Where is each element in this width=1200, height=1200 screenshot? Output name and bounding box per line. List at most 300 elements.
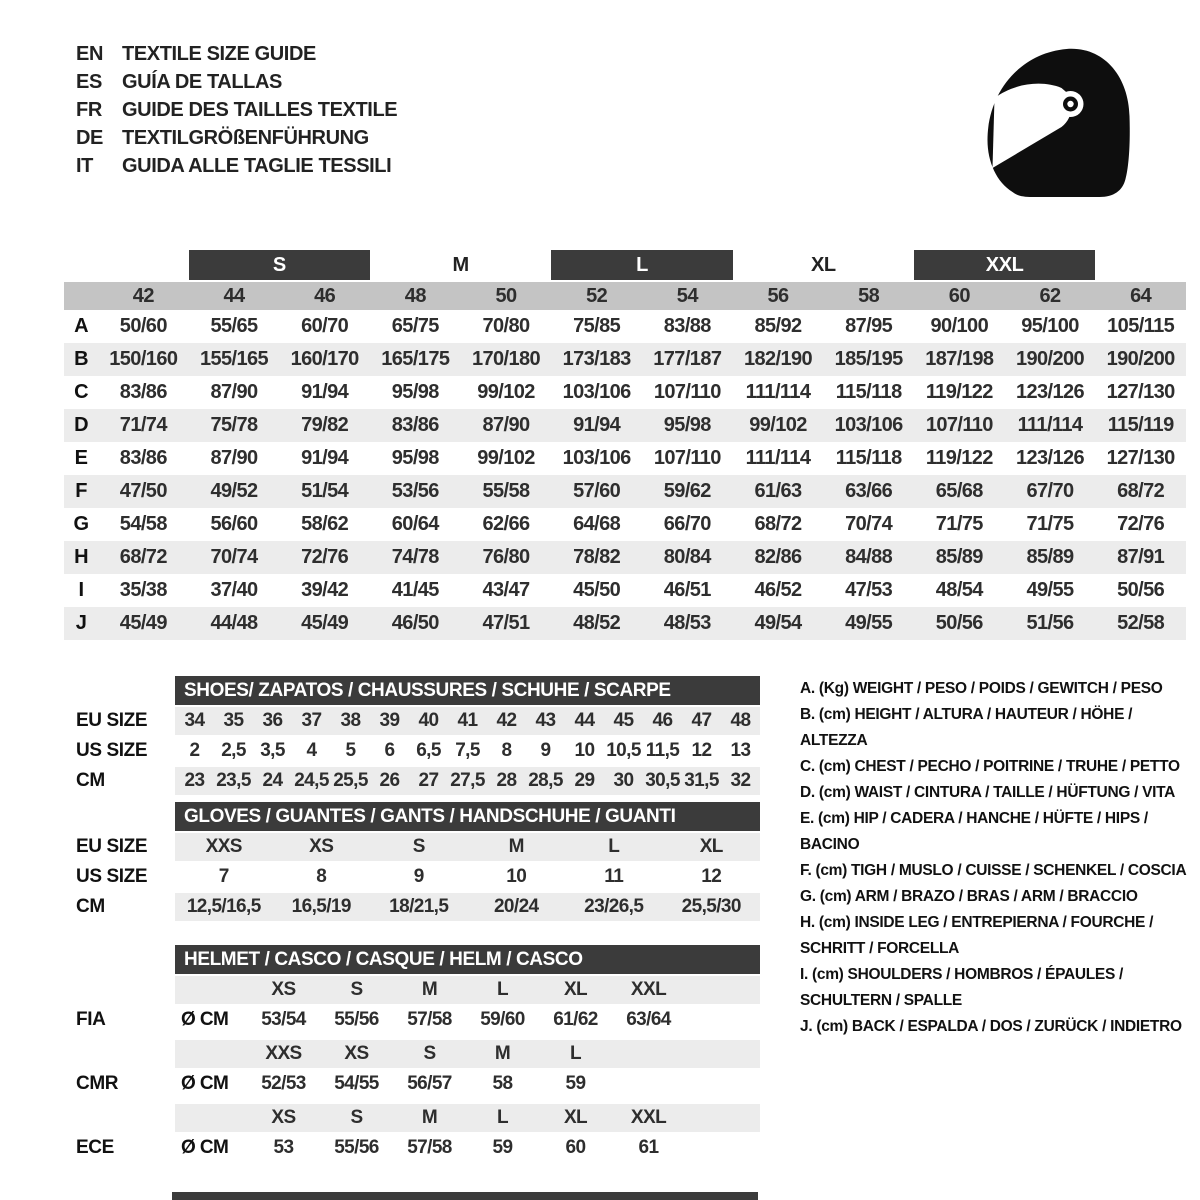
size-cell: 60/70 <box>301 315 349 337</box>
size-cell: 30 <box>613 770 634 791</box>
row-cells <box>175 1006 760 1034</box>
size-cell: 26 <box>379 770 400 791</box>
row-label: CM <box>76 896 105 917</box>
size-cell: 115/119 <box>1107 414 1174 436</box>
size-cell: 23/26,5 <box>584 896 644 917</box>
size-cell: 13 <box>730 740 751 761</box>
row-cells <box>175 833 760 861</box>
size-cell: 70/74 <box>845 513 893 535</box>
size-cell: M <box>421 1107 438 1128</box>
size-cell: 55/58 <box>482 480 530 502</box>
size-cell: 71/75 <box>1026 513 1074 535</box>
size-cell: 182/190 <box>743 348 813 370</box>
row-label: J <box>75 612 87 634</box>
size-cell: 58/62 <box>301 513 349 535</box>
size-cell: 87/91 <box>1117 546 1165 568</box>
size-cell: 68/72 <box>1117 480 1165 502</box>
shoes-table-body <box>76 707 760 795</box>
size-cell: 99/102 <box>477 447 535 469</box>
size-cell: 28 <box>496 770 517 791</box>
size-cell: 85/89 <box>1026 546 1074 568</box>
legend-item: C. (cm) CHEST / PECHO / POITRINE / TRUHE / PETTO <box>800 758 1180 775</box>
size-cell: 27,5 <box>450 770 485 791</box>
size-cell: 47/51 <box>482 612 530 634</box>
size-cell: 5 <box>345 740 356 761</box>
unit-label: Ø CM <box>181 1137 229 1158</box>
row-label: US SIZE <box>76 866 148 887</box>
row-label: EU SIZE <box>76 836 148 857</box>
size-cell: 49/52 <box>210 480 258 502</box>
language-title-block <box>76 40 397 180</box>
size-cell: XXS <box>265 1043 302 1064</box>
size-cell: 63/64 <box>626 1009 671 1030</box>
size-cell: 78/82 <box>573 546 621 568</box>
size-cell: XXL <box>630 1107 667 1128</box>
size-cell: 60/64 <box>391 513 439 535</box>
row-label: CMR <box>76 1073 119 1094</box>
size-cell: 49/55 <box>845 612 893 634</box>
size-cell: 53 <box>273 1137 294 1158</box>
size-cell: 34 <box>184 710 205 731</box>
size-cell: 57/58 <box>407 1009 452 1030</box>
row-label: ECE <box>76 1137 114 1158</box>
table-row <box>76 767 760 795</box>
size-cell: 48/54 <box>935 579 983 601</box>
shoes-table-title: SHOES/ ZAPATOS / CHAUSSURES / SCHUHE / SCARPE <box>175 676 760 705</box>
spacer <box>175 1040 247 1068</box>
size-cell: 87/90 <box>482 414 530 436</box>
size-cell: 54/55 <box>334 1073 379 1094</box>
table-row <box>76 1006 760 1034</box>
size-cell: 82/86 <box>754 546 802 568</box>
size-cell: 99/102 <box>749 414 807 436</box>
size-cell: 71/75 <box>935 513 983 535</box>
size-cell: 115/118 <box>835 381 902 403</box>
size-cell: 87/90 <box>210 447 258 469</box>
size-cell: 103/106 <box>562 381 631 403</box>
size-cell: 123/126 <box>1015 447 1085 469</box>
size-cell: 91/94 <box>301 447 349 469</box>
gloves-table <box>76 802 760 921</box>
size-cell: 103/106 <box>834 414 903 436</box>
size-cell: 66/70 <box>663 513 711 535</box>
size-cell: 49/54 <box>754 612 802 634</box>
size-cell: 173/183 <box>562 348 631 370</box>
size-cell <box>612 1040 685 1068</box>
size-cell: 85/92 <box>754 315 802 337</box>
size-cell: 67/70 <box>1026 480 1074 502</box>
size-cell: 127/130 <box>1106 447 1175 469</box>
language-code: DE <box>76 126 103 149</box>
size-cell: 185/195 <box>834 348 903 370</box>
size-cell: XS <box>271 979 296 1000</box>
size-cell: 170/180 <box>471 348 541 370</box>
size-cell: 54/58 <box>119 513 167 535</box>
size-cell: 8 <box>501 740 512 761</box>
size-group-s: S <box>189 250 370 280</box>
size-cell: 11,5 <box>645 740 680 761</box>
size-cell: 52/53 <box>261 1073 306 1094</box>
size-cell: 119/122 <box>925 381 993 403</box>
size-cell: 55/56 <box>334 1009 379 1030</box>
size-cell: 30,5 <box>645 770 680 791</box>
row-label: G <box>73 513 89 535</box>
spacer <box>685 1104 760 1132</box>
size-cell: 190/200 <box>1106 348 1175 370</box>
size-cell: 45/49 <box>301 612 349 634</box>
size-cell: 55/56 <box>334 1137 379 1158</box>
size-cell: 47 <box>691 710 712 731</box>
size-cell: 83/86 <box>119 447 167 469</box>
size-cell: 74/78 <box>391 546 439 568</box>
size-cell: 70/80 <box>482 315 530 337</box>
size-cell: 53/56 <box>391 480 439 502</box>
size-group-l: L <box>551 250 732 280</box>
size-cell: 10,5 <box>606 740 641 761</box>
size-cell: 85/89 <box>935 546 983 568</box>
size-cell: XL <box>563 1107 588 1128</box>
size-cell: 190/200 <box>1015 348 1085 370</box>
size-cell: XXL <box>630 979 667 1000</box>
size-cell: 60 <box>565 1137 586 1158</box>
row-label: CM <box>76 770 105 791</box>
spacer <box>685 976 760 1004</box>
size-cell: XS <box>271 1107 296 1128</box>
gloves-table-title: GLOVES / GUANTES / GANTS / HANDSCHUHE / GUANTI <box>175 802 760 831</box>
size-cell: 83/88 <box>663 315 711 337</box>
size-cell: 48/52 <box>573 612 621 634</box>
size-cell: 71/74 <box>119 414 167 436</box>
size-cell: 111/114 <box>745 447 811 469</box>
size-cell: 6,5 <box>416 740 441 761</box>
row-label <box>76 1040 175 1068</box>
language-row <box>76 124 397 152</box>
size-group-xl: XL <box>810 253 836 276</box>
spacer <box>685 1040 760 1068</box>
size-cell: 84/88 <box>845 546 893 568</box>
size-cell: XL <box>563 979 588 1000</box>
row-cells <box>175 767 760 795</box>
size-cell: 50/60 <box>119 315 167 337</box>
size-cell: 95/98 <box>663 414 711 436</box>
size-cell: 10 <box>506 866 527 887</box>
size-cell: 24 <box>262 770 283 791</box>
size-cell: 64/68 <box>573 513 621 535</box>
size-cell: 165/175 <box>381 348 450 370</box>
size-cell: 27 <box>418 770 439 791</box>
table-row <box>64 508 1186 541</box>
size-cell: M <box>421 979 438 1000</box>
row-label: C <box>74 381 88 403</box>
size-cell: 59 <box>492 1137 513 1158</box>
size-cell: 95/98 <box>391 381 439 403</box>
size-cell: 111/114 <box>745 381 811 403</box>
legend-item: E. (cm) HIP / CADERA / HANCHE / HÜFTE / HIPS / BACINO <box>800 810 1148 853</box>
row-label <box>76 976 175 1004</box>
size-cell: 20/24 <box>493 896 539 917</box>
size-cell: 87/90 <box>210 381 258 403</box>
spacer <box>175 976 247 1004</box>
size-cell: 83/86 <box>391 414 439 436</box>
size-cell: 59/60 <box>480 1009 525 1030</box>
size-cell: 40 <box>418 710 439 731</box>
row-cells <box>175 1104 760 1132</box>
table-row <box>76 976 760 1004</box>
size-cell: 7,5 <box>455 740 480 761</box>
size-cell: 31,5 <box>684 770 719 791</box>
column-header: 60 <box>948 284 970 307</box>
language-row <box>76 68 397 96</box>
size-cell: S <box>350 1107 363 1128</box>
table-body <box>64 310 1186 640</box>
legend-item: G. (cm) ARM / BRAZO / BRAS / ARM / BRACCIO <box>800 888 1138 905</box>
table-row <box>64 310 1186 343</box>
table-row <box>76 1070 760 1098</box>
row-cells <box>175 707 760 735</box>
size-group-row <box>64 250 1186 280</box>
row-label <box>76 1104 175 1132</box>
column-header: 52 <box>586 284 608 307</box>
size-cell: 115/118 <box>835 447 902 469</box>
size-cell: 25,5/30 <box>681 896 741 917</box>
size-cell: 56/57 <box>407 1073 452 1094</box>
legend-item: J. (cm) BACK / ESPALDA / DOS / ZURÜCK / INDIETRO <box>800 1018 1182 1035</box>
size-cell: 56/60 <box>210 513 258 535</box>
column-header: 64 <box>1130 284 1152 307</box>
row-label: US SIZE <box>76 740 148 761</box>
row-label: EU SIZE <box>76 710 148 731</box>
table-row <box>76 1134 760 1162</box>
size-cell: S <box>350 979 363 1000</box>
size-cell: XL <box>699 836 723 857</box>
size-group-xxl: XXL <box>914 250 1095 280</box>
row-label: D <box>74 414 88 436</box>
size-cell: 16,5/19 <box>291 896 351 917</box>
row-label: FIA <box>76 1009 106 1030</box>
size-cell: 12 <box>691 740 712 761</box>
language-row <box>76 152 397 180</box>
size-cell: 68/72 <box>119 546 167 568</box>
size-cell <box>612 1070 685 1098</box>
size-cell: L <box>569 1043 581 1064</box>
size-cell: 6 <box>384 740 395 761</box>
size-cell: 150/160 <box>109 348 178 370</box>
table-row <box>76 737 760 765</box>
size-cell: 51/54 <box>301 480 349 502</box>
size-cell: 9 <box>540 740 551 761</box>
size-cell: 35 <box>223 710 244 731</box>
column-header: 56 <box>767 284 789 307</box>
cutoff-section-bar <box>172 1192 758 1200</box>
table-row <box>76 1104 760 1132</box>
size-cell: 95/100 <box>1021 315 1079 337</box>
spacer <box>685 1006 760 1034</box>
size-cell: 55/65 <box>210 315 258 337</box>
column-header: 50 <box>495 284 517 307</box>
size-cell: 107/110 <box>925 414 993 436</box>
size-cell: 80/84 <box>663 546 711 568</box>
language-code: EN <box>76 42 103 65</box>
row-cells <box>175 893 760 921</box>
size-cell: 44/48 <box>210 612 258 634</box>
language-title: TEXTILGRÖßENFÜHRUNG <box>122 126 369 149</box>
helmet-table <box>76 945 760 1162</box>
size-cell: 39 <box>379 710 400 731</box>
size-cell: 127/130 <box>1106 381 1175 403</box>
size-cell: 46/52 <box>754 579 802 601</box>
size-cell: 52/58 <box>1117 612 1165 634</box>
language-title: GUIDA ALLE TAGLIE TESSILI <box>122 154 392 177</box>
size-cell: 57/58 <box>407 1137 452 1158</box>
legend-item: F. (cm) TIGH / MUSLO / CUISSE / SCHENKEL / COSCIA <box>800 862 1187 879</box>
size-cell: 46/51 <box>663 579 711 601</box>
size-cell: 61 <box>638 1137 659 1158</box>
column-header: 48 <box>404 284 426 307</box>
size-cell: 28,5 <box>528 770 563 791</box>
shoes-table <box>76 676 760 795</box>
size-cell: 37 <box>301 710 322 731</box>
table-row <box>64 574 1186 607</box>
size-cell: 42 <box>496 710 517 731</box>
size-cell: 12 <box>701 866 722 887</box>
column-header: 54 <box>676 284 698 307</box>
size-cell: M <box>494 1043 511 1064</box>
size-cell: 43 <box>535 710 556 731</box>
size-cell: 87/95 <box>845 315 893 337</box>
size-cell: 46 <box>652 710 673 731</box>
size-cell: 29 <box>574 770 595 791</box>
size-cell: 45/50 <box>573 579 621 601</box>
size-cell: 91/94 <box>301 381 349 403</box>
row-cells <box>175 1040 760 1068</box>
spacer <box>685 1070 760 1098</box>
size-cell: 79/82 <box>301 414 349 436</box>
column-header: 58 <box>858 284 880 307</box>
helmet-table-title: HELMET / CASCO / CASQUE / HELM / CASCO <box>175 945 760 974</box>
row-label: E <box>74 447 88 469</box>
table-row <box>64 343 1186 376</box>
size-cell: 2,5 <box>221 740 246 761</box>
row-cells <box>175 737 760 765</box>
corner-spacer <box>64 282 98 310</box>
legend-item: D. (cm) WAIST / CINTURA / TAILLE / HÜFTUNG / VITA <box>800 784 1176 801</box>
size-cell: L <box>608 836 620 857</box>
size-cell: 72/76 <box>1117 513 1165 535</box>
column-header-row <box>64 282 1186 310</box>
table-row <box>76 1040 760 1068</box>
size-cell: 187/198 <box>925 348 994 370</box>
size-cell: 25,5 <box>333 770 368 791</box>
size-cell: 23,5 <box>216 770 251 791</box>
size-cell: 2 <box>189 740 200 761</box>
size-cell: 91/94 <box>573 414 621 436</box>
size-cell: 61/62 <box>553 1009 598 1030</box>
size-cell: 48/53 <box>663 612 711 634</box>
size-cell: 44 <box>574 710 595 731</box>
size-cell: 47/53 <box>845 579 893 601</box>
row-label: A <box>74 315 88 337</box>
table-row <box>76 707 760 735</box>
size-cell: 72/76 <box>301 546 349 568</box>
size-cell: S <box>423 1043 436 1064</box>
size-cell: 41/45 <box>391 579 439 601</box>
row-cells <box>175 1134 760 1162</box>
size-group-m: M <box>452 253 469 276</box>
row-cells <box>175 1070 760 1098</box>
column-header: 46 <box>314 284 336 307</box>
table-row <box>64 607 1186 640</box>
textile-size-table <box>64 250 1186 640</box>
size-cell: 68/72 <box>754 513 802 535</box>
row-cells <box>175 976 760 1004</box>
size-cell: 75/85 <box>573 315 621 337</box>
size-cell: 76/80 <box>482 546 530 568</box>
row-label: H <box>74 546 88 568</box>
size-cell: 57/60 <box>573 480 621 502</box>
table-row <box>64 475 1186 508</box>
size-cell: 18/21,5 <box>389 896 449 917</box>
table-row <box>64 409 1186 442</box>
language-code: IT <box>76 154 93 177</box>
size-cell: 11 <box>604 866 624 887</box>
language-code: ES <box>76 70 102 93</box>
size-cell: 4 <box>306 740 317 761</box>
size-cell: 38 <box>340 710 361 731</box>
column-header: 42 <box>132 284 154 307</box>
table-row <box>76 833 760 861</box>
size-cell: 23 <box>184 770 205 791</box>
size-cell: 48 <box>730 710 751 731</box>
row-cells <box>175 863 760 891</box>
size-cell: 36 <box>262 710 283 731</box>
size-cell: 111/114 <box>1017 414 1083 436</box>
size-cell: 90/100 <box>930 315 989 337</box>
size-cell: 37/40 <box>210 579 258 601</box>
size-cell: 119/122 <box>925 447 993 469</box>
size-cell: 12,5/16,5 <box>186 896 261 917</box>
size-cell: 8 <box>316 866 327 887</box>
language-row <box>76 40 397 68</box>
size-cell: 24,5 <box>294 770 329 791</box>
language-row <box>76 96 397 124</box>
unit-label: Ø CM <box>181 1009 229 1030</box>
size-cell: 177/187 <box>653 348 722 370</box>
language-title: GUIDE DES TAILLES TEXTILE <box>122 98 398 121</box>
size-cell: M <box>508 836 524 857</box>
size-cell: 46/50 <box>391 612 439 634</box>
size-cell: 35/38 <box>119 579 167 601</box>
size-cell: 160/170 <box>290 348 359 370</box>
gloves-table-body <box>76 833 760 921</box>
table-row <box>64 376 1186 409</box>
size-cell: L <box>496 979 508 1000</box>
helmet-table-body <box>76 976 760 1162</box>
row-label: F <box>75 480 87 502</box>
size-cell: 49/55 <box>1026 579 1074 601</box>
size-cell: 65/75 <box>391 315 439 337</box>
row-label: B <box>74 348 88 370</box>
size-cell: 107/110 <box>653 381 721 403</box>
size-cell: 103/106 <box>562 447 631 469</box>
legend-item: H. (cm) INSIDE LEG / ENTREPIERNA / FOURCHE / SCHRITT / FORCELLA <box>800 914 1154 957</box>
size-cell: 61/63 <box>754 480 802 502</box>
size-cell: 63/66 <box>845 480 893 502</box>
language-title: TEXTILE SIZE GUIDE <box>122 42 316 65</box>
spacer <box>175 1104 247 1132</box>
size-cell: 50/56 <box>935 612 983 634</box>
size-cell: XS <box>309 836 334 857</box>
table-row <box>64 442 1186 475</box>
